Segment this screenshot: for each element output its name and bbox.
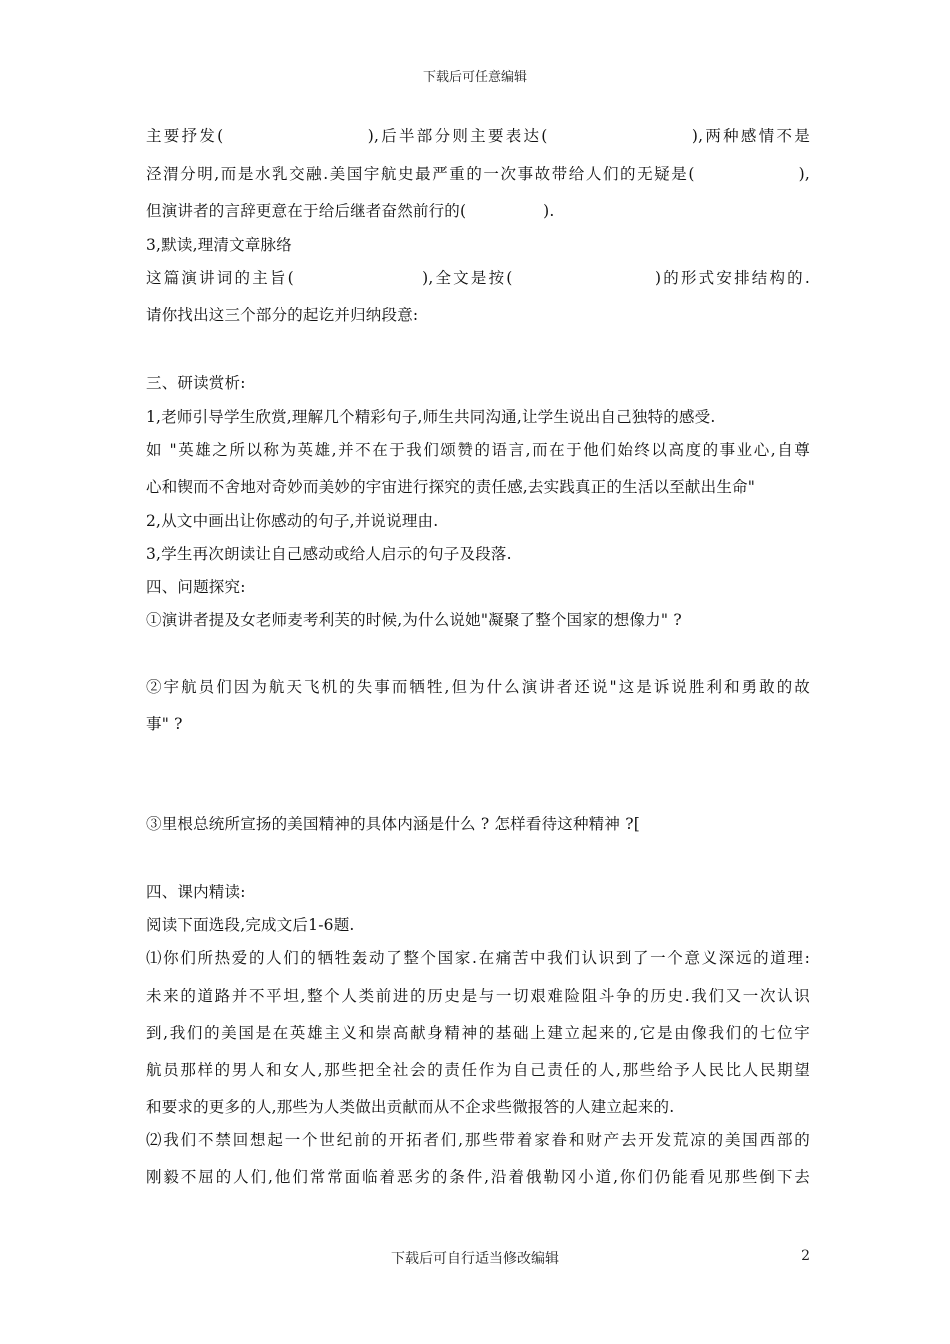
page-number: 2	[801, 1248, 810, 1264]
text-line: 事" ?	[146, 715, 183, 733]
text-line: 和要求的更多的人,那些为人类做出贡献而从不企求些微报答的人建立起来的.	[146, 1098, 675, 1116]
text-line: 请你找出这三个部分的起讫并归纳段意:	[146, 306, 419, 324]
text-line: 心和锲而不舍地对奇妙而美妙的宇宙进行探究的责任感,去实践真正的生活以至献出生命"	[146, 478, 756, 496]
text-line: 主要抒发( ),后半部分则主要表达( ),两种感情不是	[146, 127, 810, 145]
question-1: ①演讲者提及女老师麦考利芙的时候,为什么说她"凝聚了整个国家的想像力" ?	[146, 611, 682, 629]
text-line: 刚毅不屈的人们,他们常常面临着恶劣的条件,沿着俄勒冈小道,你们仍能看见那些倒下去	[146, 1168, 810, 1186]
question-2: ②宇航员们因为航天飞机的失事而牺牲,但为什么演讲者还说"这是诉说胜利和勇敢的故	[146, 678, 810, 696]
text-line: 3,学生再次朗读让自己感动或给人启示的句子及段落.	[146, 545, 512, 563]
text-line: 3,默读,理清文章脉络	[146, 236, 292, 254]
question-3: ③里根总统所宣扬的美国精神的具体内涵是什么 ? 怎样看待这种精神 ?[	[146, 815, 640, 833]
text-line: 2,从文中画出让你感动的句子,并说说理由.	[146, 512, 439, 530]
page-header: 下载后可任意编辑	[422, 70, 527, 85]
text-line: 阅读下面选段,完成文后1-6题.	[146, 916, 355, 934]
section-heading: 四、问题探究:	[146, 578, 246, 596]
text-line: ⑵我们不禁回想起一个世纪前的开拓者们,那些带着家眷和财产去开发荒凉的美国西部的	[146, 1131, 810, 1149]
text-line: 到,我们的美国是在英雄主义和崇高献身精神的基础上建立起来的,它是由像我们的七位宇	[146, 1024, 810, 1042]
section-heading: 三、研读赏析:	[146, 374, 246, 392]
text-line: 航员那样的男人和女人,那些把全社会的责任作为自己责任的人,那些给予人民比人民期望	[146, 1061, 810, 1079]
text-line: 这篇演讲词的主旨( ),全文是按( )的形式安排结构的.	[146, 269, 810, 287]
text-line: 1,老师引导学生欣赏,理解几个精彩句子,师生共同沟通,让学生说出自己独特的感受.	[146, 408, 716, 426]
text-line: 未来的道路并不平坦,整个人类前进的历史是与一切艰难险阻斗争的历史.我们又一次认识	[146, 987, 810, 1005]
text-line: 但演讲者的言辞更意在于给后继者奋然前行的( ).	[146, 202, 555, 220]
text-line: 如 "英雄之所以称为英雄,并不在于我们颂赞的语言,而在于他们始终以高度的事业心,自尊	[146, 441, 810, 459]
text-line: 泾渭分明,而是水乳交融.美国宇航史最严重的一次事故带给人们的无疑是( ),	[146, 165, 810, 183]
section-heading: 四、课内精读:	[146, 883, 246, 901]
text-line: ⑴你们所热爱的人们的牺牲轰动了整个国家.在痛苦中我们认识到了一个意义深远的道理:	[146, 949, 810, 967]
page-footer: 下载后可自行适当修改编辑	[391, 1251, 559, 1267]
